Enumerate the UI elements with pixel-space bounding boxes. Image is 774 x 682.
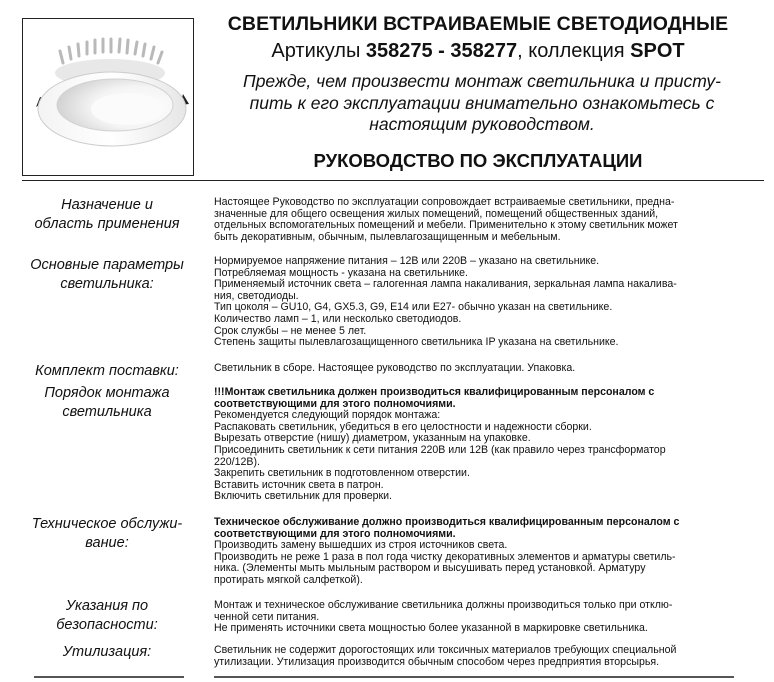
articles-prefix: Артикулы (271, 40, 366, 62)
intro-line: настоящим руководством. (369, 114, 595, 134)
header-divider (22, 180, 764, 181)
truncated-next-row (14, 676, 764, 682)
section-text-package: Светильник в сборе. Настоящее руководство по эксплуатации. Упаковка. (214, 362, 576, 374)
section-text-installation: !!!Монтаж светильника должен производиться квалифицированным персоналом с соответствующими для этого полномочиями. Рекомендуется следующий порядок монтажа: Распаковать светильник, убедиться в его целостности и надежности сборки. Вырезать отверстие (нишу) диаметром, указанным на упаковке. Присоединить светильник к сети питания 220В или 12В (как правило через трансформатор 220/12В). Закрепить светильник в подготовленном отверстии. Вставить источник света в патрон. Включить светильник для проверки. (214, 386, 666, 503)
collection-prefix: , коллекция (517, 40, 631, 62)
product-title: СВЕТИЛЬНИКИ ВСТРАИВАЕМЫЕ СВЕТОДИОДНЫЕ (227, 13, 729, 35)
intro-line: пить к его эксплуатации внимательно ознакомьтесь с (249, 92, 715, 113)
guide-title: РУКОВОДСТВО ПО ЭКСПЛУАТАЦИИ (313, 150, 643, 171)
articles-range: 358275 - 358277 (365, 40, 518, 62)
intro-note (206, 71, 758, 136)
section-text-disposal: Светильник не содержит дорогостоящих или токсичных материалов требующих специальной утилизации. Утилизация производится обычным способом через предприятия вторсырья. (214, 644, 677, 668)
section-label-installation: Порядок монтажа светильника (44, 385, 170, 420)
section-text-parameters: Нормируемое напряжение питания – 12В или 220В – указано на светильнике. Потребляемая мощность - указана на светильнике. Применяемый источник света – галогенная лампа накаливания, зеркальная лампа накалива- ния, светодиоды. Тип цоколя – GU10, G4, GX5.3, G9, E14 или E27- обычно указан на светильнике. Количество ламп – 1, или несколько светодиодов. Срок службы – не менее 5 лет. Степень защиты пылевлагозащищенного светильника IP указана на светильнике. (214, 255, 677, 349)
section-label-parameters: Основные параметры светильника: (30, 257, 184, 292)
section-label-package: Комплект поставки: (35, 363, 179, 379)
section-label-safety: Указания по безопасности: (56, 598, 158, 633)
section-label-disposal: Утилизация: (62, 644, 152, 660)
section-text-purpose: Настоящее Руководство по эксплуатации сопровождает встраиваемые светильники, предна- значенные для общего освещения жилых помещений, помещений общественных зданий, отдельных вспомогательных помещений и мебели. Применительно к этому светильник может быть декоративным, обычным, пылевлагозащищенным и мебельным. (214, 196, 678, 243)
section-label-maintenance: Техническое обслужи- вание: (31, 516, 183, 551)
articles-line (198, 40, 758, 63)
product-photo (22, 18, 194, 176)
section-label-purpose: Назначение и область применения (34, 197, 180, 232)
collection-name: SPOT (630, 40, 685, 62)
section-text-safety: Монтаж и техническое обслуживание светильника должны производиться только при отклю- ченной сети питания. Не применять источники света мощностью более указанной в маркировке светильника. (214, 599, 673, 635)
intro-line: Прежде, чем произвести монтаж светильника и присту- (243, 71, 721, 91)
section-text-maintenance: Техническое обслуживание должно производиться квалифицированным персоналом с соответствующими для этого полномочиями. Производить замену вышедших из строя источников света. Производить не реже 1 раза в пол года чистку декоративных элементов и арматуры светиль- ника. (Элементы мыть мыльным раствором и высушивать перед установкой. Арматуру протирать мягкой салфеткой). (214, 516, 680, 586)
downlight-image (23, 19, 192, 174)
